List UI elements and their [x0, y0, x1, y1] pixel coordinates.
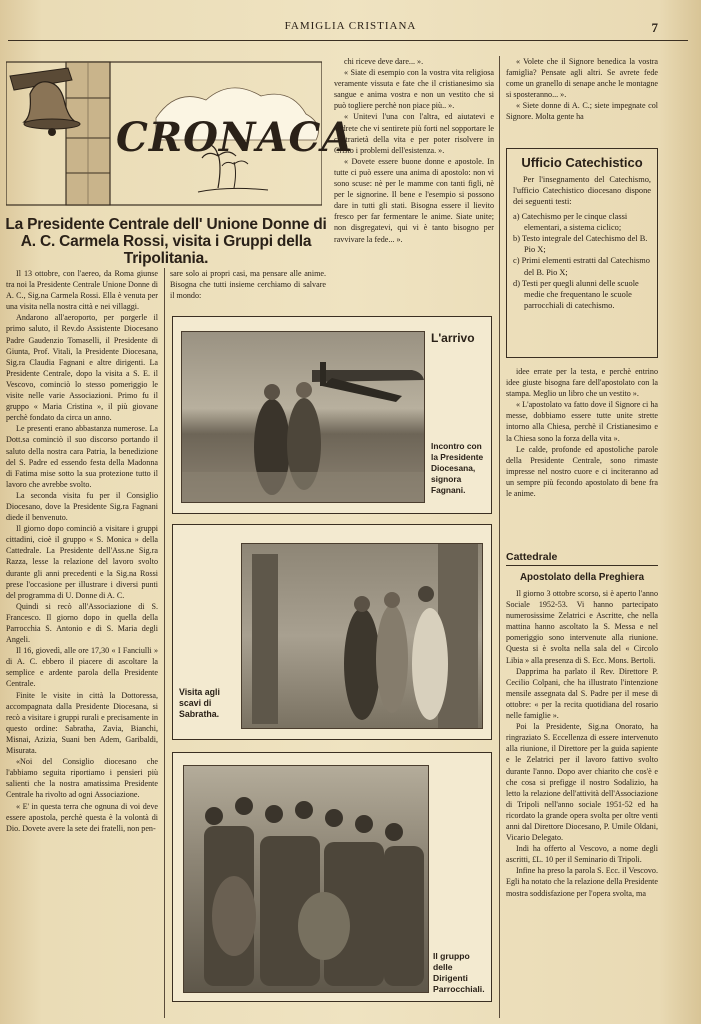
- article-column-4-mid: [506, 366, 658, 499]
- paragraph: Poi la Presidente, Sig.na Onorato, ha ringraziato S. Eccellenza di essere intervenuto alla riunione, il Direttore per la guida sapiente e le Zelatrici per il lavoro fattivo svolto durante l'anno. Dopo aver chiarito che cos'è e che cosa si prefigge il nostro Sodalizio, ha letto la relazione dell'attività dell'Associazione di Tripoli nell'anno sociale 1951-52 ed ha ricordato la grande opera svolta per oltre venti anni dal Direttore Diocesano, P. Umile Oldani, Vicario Delegato.: [506, 722, 658, 843]
- ufficio-catechistico-box: [506, 148, 658, 358]
- paragraph: « Siete donne di A. C.; siete impegnate col Signore. Molta gente ha: [506, 101, 658, 122]
- paragraph: Dapprima ha parlato il Rev. Direttore P. Cecilio Colpani, che ha illustrato l'intenzione mensile assegnata dal S. Padre per il mese di ottobre: « per la recita quotidiana del rosario nelle famiglie ».: [506, 666, 658, 721]
- box-intro: Per l'insegnamento del Catechismo, l'ufficio Catechistico diocesano dispone dei seguenti testi:: [513, 175, 651, 207]
- section-rule: [506, 565, 658, 566]
- box-title: Ufficio Catechistico: [521, 155, 643, 170]
- article-headline: La Presidente Centrale dell' Unione Donne di A. C. Carmela Rossi, visita i Gruppi della Tripolitania.: [5, 216, 327, 267]
- paragraph: chi riceve deve dare... ».: [344, 57, 424, 66]
- publication-title: FAMIGLIA CRISTIANA: [284, 20, 417, 32]
- article-column-4-top: [506, 56, 658, 123]
- photo-frame-sabratha: [172, 524, 492, 740]
- header-rule: [8, 40, 688, 41]
- page-number: 7: [651, 20, 659, 35]
- paragraph: Infine ha preso la parola S. Ecc. il Vescovo. Egli ha notato che la relazione della Presidente mostra soddisfazione per l'opera svolta, ma: [506, 866, 658, 898]
- paragraph: sare solo ai propri casi, ma pensare alle anime. Bisogna che tutti insieme cerchiamo di salvare il mondo:: [170, 269, 326, 301]
- column-divider: [499, 56, 500, 1018]
- paragraph: Le calde, profonde ed apostoliche parole della Presidente Centrale, sono rimaste impresse nel nostro cuore e ci inciteranno ad un sempre più fecondo apostolato di bene fra le anime.: [506, 444, 658, 499]
- paragraph: Quindi si recò all'Associazione di S. Francesco. Il giorno dopo in quella della Parrocchia S. Antonio e di S. Maria degli Angeli.: [6, 601, 158, 645]
- sabratha-photo: [241, 543, 483, 729]
- photo-frame-arrival: [172, 316, 492, 514]
- paragraph: idee errate per la testa, e perchè entrino idee giuste bisogna fare dell'apostolato con la stampa. Meglio un libro che un vestito ».: [506, 367, 658, 399]
- photo-caption: Visita agli scavi di Sabratha.: [179, 687, 220, 719]
- box-item-list: [513, 211, 651, 312]
- paragraph: Il giorno dopo cominciò a visitare i gruppi cittadini, cioè il gruppo « S. Monica » della Cattedrale. La Presidente dell'Ass.ne Sig.ra Razza, lesse la relazione del lavoro svolto durante gli anni precedenti e la Sig.na Rossi prese l'occasione per illustrare i diversi punti del programma di U. Donne di A. C.: [6, 524, 158, 600]
- article-column-2-top: [170, 268, 326, 301]
- paragraph: Le presenti erano abbastanza numerose. La Dott.sa cominciò il suo discorso portando il saluto della nostra cara Patria, la benedizione del S. Padre ed essendo festa della Madonna di Fatima mise sotto la sua protezione tutto il lavoro che avrebbe svolto.: [6, 424, 158, 489]
- arrival-photo: [181, 331, 425, 503]
- subsection-heading: Apostolato della Preghiera: [519, 572, 645, 583]
- paragraph: Il 13 ottobre, con l'aereo, da Roma giunse tra noi la Presidente Centrale Unione Donne di A. C., Sig.na Carmela Rossi. Ella è venuta per una visita nella nostra città e nei villaggi.: [6, 269, 158, 312]
- paragraph: « Siate di esempio con la vostra vita religiosa veramente vissuta e fate che il cristianesimo sia sangue e anima vostra e non un vestito che si può togliere perchè non piace più.. ».: [334, 68, 494, 111]
- paragraph: « Volete che il Signore benedica la vostra famiglia? Pensate agli altri. Se avrete fede come un granello di senape anche le montagne si sposteranno... ».: [506, 57, 658, 100]
- photo-caption: Incontro con la Presidente Diocesana, signora Fagnani.: [431, 441, 484, 495]
- photo-caption-title: L'arrivo: [431, 331, 475, 345]
- cronaca-banner: [6, 58, 354, 208]
- column-divider: [164, 268, 165, 1018]
- box-list-item: a) Catechismo per le cinque classi elementari, a sistema ciclico;: [513, 211, 628, 232]
- page-header: [0, 20, 701, 35]
- paragraph: Il giorno 3 ottobre scorso, si è aperto l'anno Sociale 1952-53. Vi hanno partecipato numerosissime Zelatrici e Ascritte, che nella mattina hanno ascoltato la S. Messa e nel pomeriggio sono intervenute alla riunione. Questa si è svolta nella sala del « Circolo Libia » alla presenza di S. Ecc. Mons. Bertoli.: [506, 589, 658, 665]
- cronaca-title: CRONACA: [116, 114, 354, 161]
- cattedrale-article: [506, 588, 658, 899]
- paragraph: « L'apostolato va fatto dove il Signore ci ha messe, dobbiamo essere tutte unite strette intorno alla Chiesa, perchè il Cristianesimo e la Chiesa sono la forza della vita ».: [506, 400, 658, 443]
- box-list-item: b) Testo integrale del Catechismo del B. Pio X;: [513, 234, 648, 255]
- paragraph: Indi ha offerto al Vescovo, a nome degli ascritti, £L. 10 per il Seminario di Tripoli.: [506, 844, 658, 865]
- paragraph: « Dovete essere buone donne e apostole. In tutte ci può essere una anima di apostolo: non vi sono scuse: nè per le mamme con tanti figli, nè per le signorine. Il bene e l'esempio si possono dare in tutti gli stati. Bisogna essere il lievito fresco per far fermentare le anime. Siate unite; non disgregatevi, qui vi è tanto bisogno per ravvivare la fede... ».: [334, 156, 494, 244]
- article-column-3: [334, 56, 494, 245]
- paragraph: La seconda visita fu per il Consiglio Diocesano, dove la Presidente Sig.ra Fagnani diede il benvenuto.: [6, 490, 158, 523]
- photo-frame-group: [172, 752, 492, 1002]
- group-photo: [183, 765, 429, 993]
- box-list-item: d) Testi per quegli alunni delle scuole medie che frequentano le scuole parrocchiali di catechismo.: [513, 278, 639, 311]
- article-column-1: [6, 268, 158, 834]
- paragraph: Andarono all'aeroporto, per porgerle il primo saluto, il Rev.do Assistente Diocesano Padre Gaudenzio Tomaselli, il Presidente di Giunta, Prof. Vitali, la Presidente Diocesana, Sig.ra Claudia Fagnani e altre dirigenti. La Presidente Centrale, dopo la visita a S. E. il Vescovo, cominciò lo stesso pomeriggio le visite nelle varie Associazioni. Primo fu il gruppo « Maria Cristina », il più giovane perchè fondato da circa un anno.: [6, 313, 158, 423]
- group-scene: [184, 766, 428, 992]
- ruins-scene: [242, 544, 482, 728]
- section-heading-cattedrale: Cattedrale: [506, 551, 558, 563]
- paragraph: Il 16, giovedì, alle ore 17,30 « I Fanciulli » di A. C. ebbero il piacere di ascoltare la semplice e ardente parola della Presidente Centrale.: [6, 646, 158, 689]
- paragraph: «Noi del Consiglio diocesano che l'abbiamo seguita riportiamo i pensieri più salienti che la nostra amatissima Presidente Centrale ha rivolto ad ogni Associazione.: [6, 757, 158, 800]
- photo-caption: Il gruppo delle Dirigenti Parrocchiali.: [433, 951, 485, 994]
- paragraph: Finite le visite in città la Dottoressa, accompagnata dalla Presidente Diocesana, si recò a visitare i gruppi rurali e precisamente in questo ordine: Sabratha, Zavia, Bianchi, Misnai, Azizia, Suani ben Adem, Garibaldi, Misurata.: [6, 690, 158, 756]
- airplane-scene: [182, 332, 424, 502]
- paragraph: « E' in questa terra che ognuna di voi deve essere apostola, perchè questa è la volontà di Dio. Dovete avere la sete dei fratelli, non pen-: [6, 801, 158, 833]
- paragraph: « Unitevi l'una con l'altra, ed aiutatevi e vedrete che vi sentirete più forti nel sopportare le contrarietà della vita e per poter risolvere in Cristo i problemi dell'esistenza. ».: [334, 112, 494, 155]
- box-list-item: c) Primi elementi estratti dal Catechismo del B. Pio X;: [513, 256, 650, 277]
